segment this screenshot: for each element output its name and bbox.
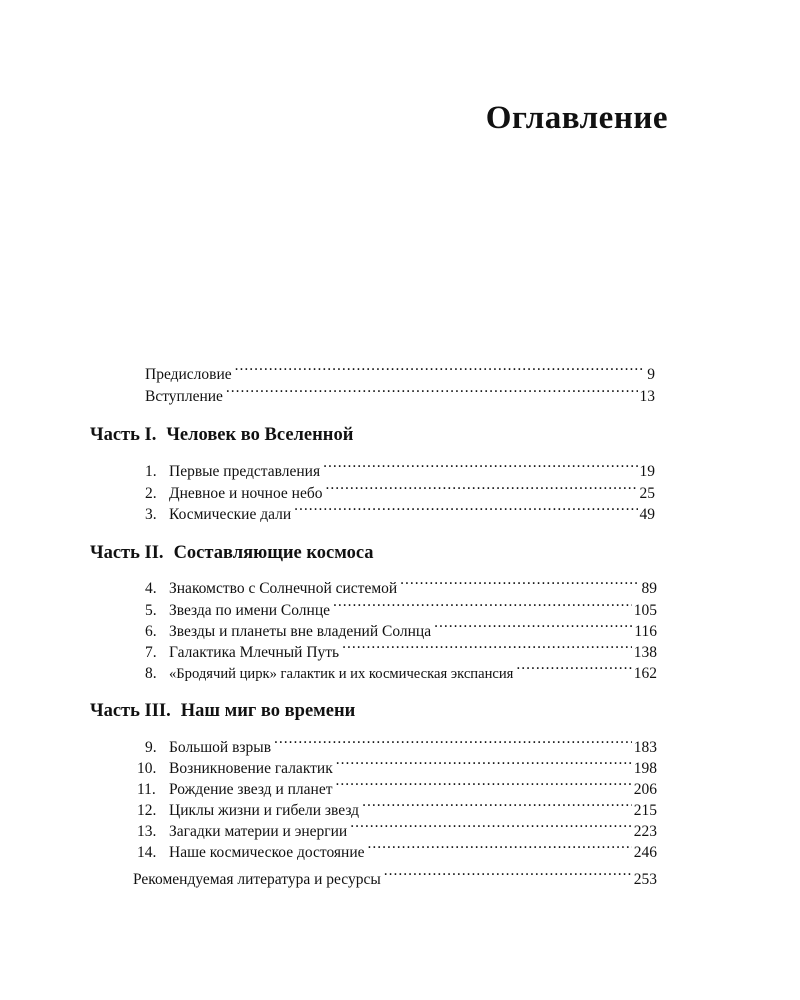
dot-leader	[274, 732, 632, 752]
chapter-number: 13.	[137, 823, 157, 840]
toc-entry-label: Рекомендуемая литература и ресурсы	[133, 871, 381, 888]
chapter-number: 1.	[145, 463, 157, 480]
chapter-number: 5.	[145, 602, 157, 619]
toc-entry-page: 198	[633, 760, 657, 777]
toc-entry-label: Загадки материи и энергии	[169, 823, 348, 840]
chapter-number: 12.	[137, 802, 157, 819]
dot-leader	[226, 381, 638, 401]
toc-entry-introduction[interactable]	[145, 381, 655, 407]
chapter-number: 11.	[137, 781, 156, 798]
chapter-number: 4.	[145, 580, 157, 597]
part-prefix: Часть III.	[90, 701, 171, 721]
dot-leader	[235, 359, 646, 379]
chapter-number: 2.	[145, 485, 157, 502]
toc-entry-label: «Бродячий цирк» галактик и их космическая экспансия	[169, 666, 514, 682]
toc-entry-page: 13	[639, 388, 655, 405]
chapter-number: 3.	[145, 506, 157, 523]
dot-leader	[400, 573, 639, 593]
toc-entry-page: 183	[633, 739, 657, 756]
toc-entry-label: Звезды и планеты вне владений Солнца	[169, 623, 432, 640]
toc-entry-chapter-8[interactable]	[145, 658, 657, 684]
dot-leader	[294, 499, 637, 519]
toc-entry-label: Космические дали	[169, 506, 292, 523]
toc-entry-label: Вступление	[145, 388, 223, 405]
toc-entry-label: Наше космическое достояние	[169, 844, 365, 861]
dot-leader	[323, 456, 637, 476]
toc-entry-page: 116	[634, 623, 657, 640]
dot-leader	[336, 753, 632, 773]
dot-leader	[342, 637, 632, 657]
dot-leader	[335, 774, 631, 794]
dot-leader	[325, 478, 637, 498]
dot-leader	[516, 658, 631, 678]
toc-entry-label: Первые представления	[169, 463, 321, 480]
part-prefix: Часть II.	[90, 543, 164, 563]
part-heading-1[interactable]	[90, 425, 353, 446]
part-name: Человек во Вселенной	[166, 425, 354, 445]
dot-leader	[434, 616, 632, 636]
toc-entry-page: 206	[633, 781, 657, 798]
part-prefix: Часть I.	[90, 425, 157, 445]
chapter-number: 14.	[137, 844, 157, 861]
toc-entry-chapter-14[interactable]	[137, 837, 657, 863]
toc-entry-label: Возникновение галактик	[169, 760, 333, 777]
part-name: Составляющие космоса	[173, 543, 374, 563]
toc-entry-page: 49	[639, 506, 655, 523]
part-name: Наш миг во времени	[180, 701, 356, 721]
dot-leader	[362, 795, 632, 815]
toc-entry-label: Большой взрыв	[169, 739, 272, 756]
chapter-number: 9.	[145, 739, 157, 756]
toc-entry-resources[interactable]	[133, 864, 657, 890]
toc-entry-page: 9	[647, 366, 655, 383]
dot-leader	[333, 595, 632, 615]
toc-entry-label: Звезда по имени Солнце	[169, 602, 331, 619]
toc-entry-page: 246	[633, 844, 657, 861]
chapter-number: 7.	[145, 644, 157, 661]
toc-entry-page: 25	[639, 485, 655, 502]
dot-leader	[350, 816, 632, 836]
toc-entry-label: Дневное и ночное небо	[169, 485, 323, 502]
toc-entry-page: 138	[633, 644, 657, 661]
dot-leader	[384, 864, 632, 884]
toc-entry-label: Знакомство с Солнечной системой	[169, 580, 398, 597]
part-heading-3[interactable]	[90, 701, 355, 722]
toc-entry-page: 162	[633, 665, 657, 682]
toc-entry-label: Предисловие	[145, 366, 232, 383]
toc-entry-label: Циклы жизни и гибели звезд	[169, 802, 360, 819]
toc-entry-page: 105	[633, 602, 657, 619]
chapter-number: 10.	[137, 760, 157, 777]
toc-entry-label: Рождение звезд и планет	[169, 781, 333, 798]
toc-entry-page: 215	[633, 802, 657, 819]
chapter-number: 8.	[145, 665, 157, 682]
toc-entry-page: 253	[633, 871, 657, 888]
dot-leader	[368, 837, 632, 857]
toc-entry-chapter-3[interactable]	[145, 499, 655, 525]
toc-entry-page: 223	[633, 823, 657, 840]
toc-entry-label: Галактика Млечный Путь	[169, 644, 340, 661]
toc-entry-page: 89	[641, 580, 657, 597]
part-heading-2[interactable]	[90, 543, 374, 564]
page-title: Оглавление	[485, 100, 668, 136]
toc-entry-page: 19	[639, 463, 655, 480]
chapter-number: 6.	[145, 623, 157, 640]
